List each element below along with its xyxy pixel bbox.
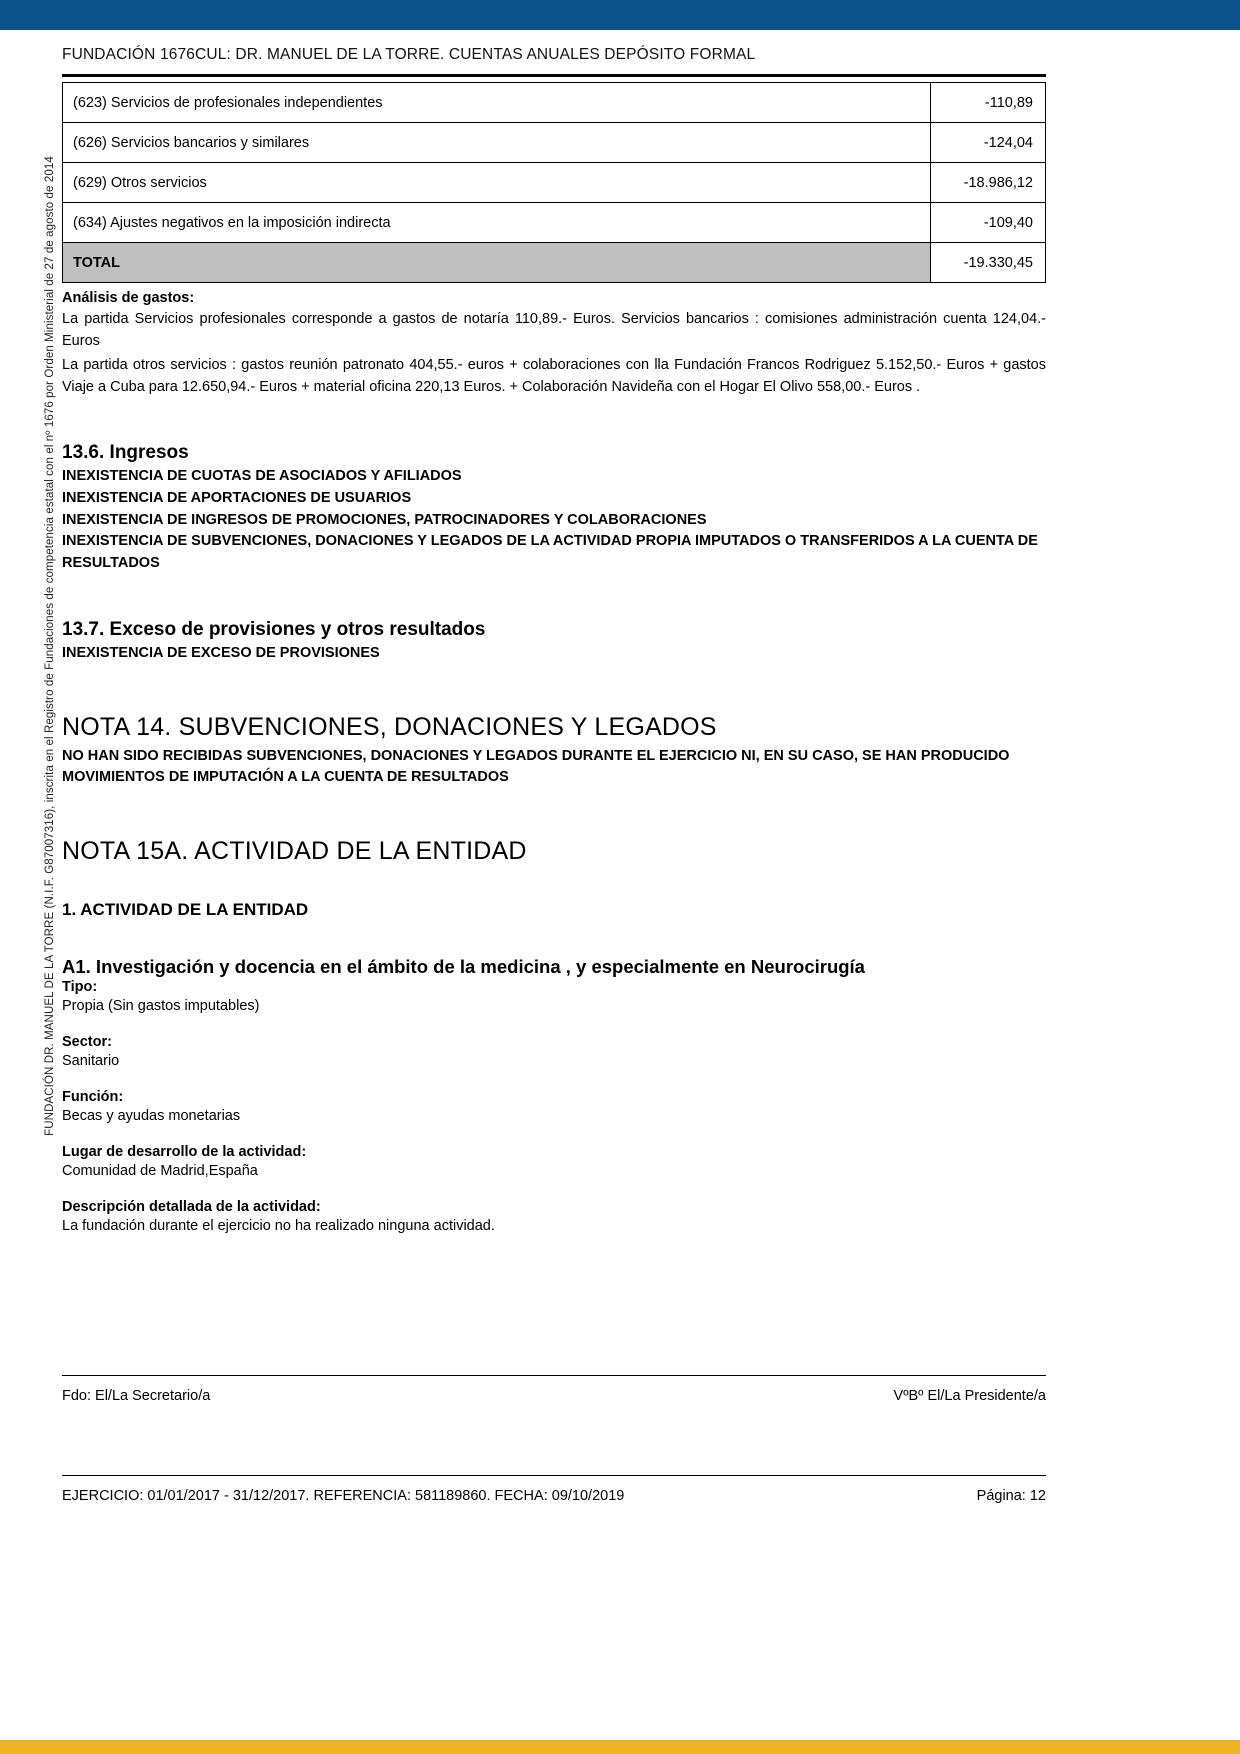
signature-president: VºBº El/La Presidente/a [893, 1388, 1046, 1404]
table-row [63, 123, 1046, 163]
side-margin-legal-note: FUNDACIÓN DR. MANUEL DE LA TORRE (N.I.F. G87007316), inscrita en el Registro de Fundaciones de competencia estatal con el nº 1676 por Orden Ministerial de 27 de agosto de 2014 [44, 156, 56, 1136]
table-cell-concept: (629) Otros servicios [63, 163, 931, 203]
footer-page-number: Página: 12 [976, 1488, 1046, 1504]
section-13-6-line: INEXISTENCIA DE APORTACIONES DE USUARIOS [62, 489, 412, 506]
nota-14-body: NO HAN SIDO RECIBIDAS SUBVENCIONES, DONACIONES Y LEGADOS DURANTE EL EJERCICIO NI, EN SU CASO, SE HAN PRODUCIDO MOVIMIENTOS DE IMPUTACIÓN A LA CUENTA DE RESULTADOS [62, 747, 1010, 786]
field-value-funcion: Becas y ayudas monetarias [62, 1108, 241, 1125]
page-content [62, 46, 1046, 1234]
field-value-tipo: Propia (Sin gastos imputables) [62, 998, 260, 1015]
activity-a1-title: A1. Investigación y docencia en el ámbito de la medicina , y especialmente en Neurocirugía [62, 956, 865, 978]
field-label-funcion: Función: [62, 1089, 124, 1106]
section-13-6-heading: 13.6. Ingresos [62, 442, 189, 464]
analysis-paragraph-2: La partida otros servicios : gastos reunión patronato 404,55.- euros + colaboraciones con lla Fundación Francos Rodriguez 5.152,50.- Euros + gastos Viaje a Cuba para 12.650,94.- Euros + material oficina 220,13 Euros. + Colaboración Navideña con el Hogar El Olivo 558,00.- Euros . [62, 357, 1046, 396]
field-label-descripcion: Descripción detallada de la actividad: [62, 1199, 321, 1216]
field-label-tipo: Tipo: [62, 979, 98, 996]
header-divider [62, 74, 1046, 77]
expenses-table [62, 82, 1046, 283]
table-row [63, 163, 1046, 203]
nota-14-heading: NOTA 14. SUBVENCIONES, DONACIONES Y LEGADOS [62, 712, 717, 741]
page-top-bar [0, 0, 1240, 30]
footer-exercise-reference: EJERCICIO: 01/01/2017 - 31/12/2017. REFERENCIA: 581189860. FECHA: 09/10/2019 [62, 1488, 625, 1504]
table-cell-concept: (623) Servicios de profesionales independientes [63, 83, 931, 123]
table-cell-total-amount: -19.330,45 [931, 243, 1046, 283]
section-13-7-heading: 13.7. Exceso de provisiones y otros resultados [62, 618, 486, 640]
document-header-title: FUNDACIÓN 1676CUL: DR. MANUEL DE LA TORRE. CUENTAS ANUALES DEPÓSITO FORMAL [62, 46, 756, 63]
table-cell-concept: (626) Servicios bancarios y similares [63, 123, 931, 163]
analysis-paragraph-1: La partida Servicios profesionales corresponde a gastos de notaría 110,89.- Euros. Servicios bancarios : comisiones administración cuenta 124,04.- Euros [62, 311, 1046, 350]
signature-area [62, 1375, 1046, 1404]
analysis-title: Análisis de gastos: [62, 290, 195, 306]
section-13-6-line: INEXISTENCIA DE INGRESOS DE PROMOCIONES, PATROCINADORES Y COLABORACIONES [62, 511, 707, 528]
page-footer [62, 1475, 1046, 1504]
section-13-7-line: INEXISTENCIA DE EXCESO DE PROVISIONES [62, 644, 380, 661]
signature-row [62, 1376, 1046, 1404]
field-value-descripcion: La fundación durante el ejercicio no ha realizado ninguna actividad. [62, 1218, 495, 1235]
field-value-sector: Sanitario [62, 1053, 120, 1070]
section-13-6-line: INEXISTENCIA DE CUOTAS DE ASOCIADOS Y AFILIADOS [62, 468, 462, 485]
footer-row [62, 1476, 1046, 1504]
table-row [63, 83, 1046, 123]
table-cell-amount: -110,89 [931, 83, 1046, 123]
document-page [0, 30, 1240, 1740]
table-row [63, 203, 1046, 243]
section-13-6-line: INEXISTENCIA DE SUBVENCIONES, DONACIONES Y LEGADOS DE LA ACTIVIDAD PROPIA IMPUTADOS O TRANSFERIDOS A LA CUENTA DE RESULTADOS [62, 533, 1038, 572]
page-bottom-bar [0, 1740, 1240, 1754]
table-total-row [63, 243, 1046, 283]
table-cell-amount: -109,40 [931, 203, 1046, 243]
table-cell-amount: -18.986,12 [931, 163, 1046, 203]
table-cell-concept: (634) Ajustes negativos en la imposición indirecta [63, 203, 931, 243]
field-label-sector: Sector: [62, 1034, 112, 1051]
field-label-lugar: Lugar de desarrollo de la actividad: [62, 1144, 307, 1161]
table-cell-total-label: TOTAL [63, 243, 931, 283]
nota-15a-subheading: 1. ACTIVIDAD DE LA ENTIDAD [62, 900, 309, 920]
table-cell-amount: -124,04 [931, 123, 1046, 163]
expenses-table-body [63, 83, 1046, 283]
field-value-lugar: Comunidad de Madrid,España [62, 1163, 258, 1180]
signature-secretary: Fdo: El/La Secretario/a [62, 1388, 211, 1404]
nota-15a-heading: NOTA 15A. ACTIVIDAD DE LA ENTIDAD [62, 837, 527, 866]
